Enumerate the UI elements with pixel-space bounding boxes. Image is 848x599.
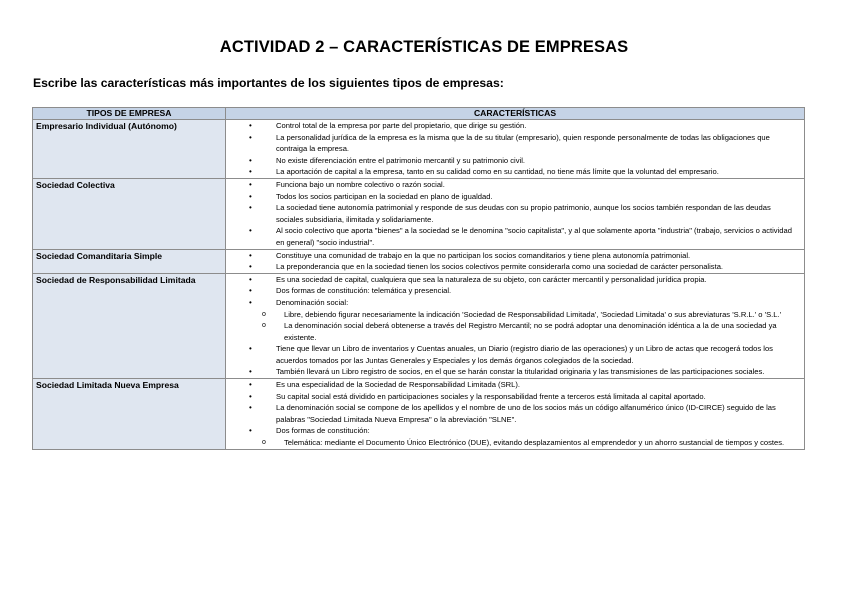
characteristics-cell	[226, 120, 805, 179]
document-title: ACTIVIDAD 2 – CARACTERÍSTICAS DE EMPRESAS	[219, 38, 629, 56]
company-type-cell: Sociedad de Responsabilidad Limitada	[33, 273, 226, 378]
table-row	[33, 120, 805, 179]
table-row	[33, 178, 805, 249]
characteristics-list	[226, 179, 798, 249]
list-item: • La personalidad jurídica de la empresa es la misma que la de su titular (empresario), quien responde personalmente de todas las obligaciones que contraiga la empresa.	[226, 132, 798, 155]
list-item: • Dos formas de constitución: telemática y presencial.	[226, 285, 798, 297]
table-row	[33, 273, 805, 378]
sub-list	[226, 309, 798, 344]
characteristics-list	[226, 379, 798, 437]
list-item: • No existe diferenciación entre el patrimonio mercantil y su patrimonio civil.	[226, 155, 798, 167]
characteristics-cell	[226, 249, 805, 273]
characteristics-cell	[226, 178, 805, 249]
document-subtitle: Escribe las características más importantes de los siguientes tipos de empresas:	[33, 76, 504, 90]
list-item: • Control total de la empresa por parte del propietario, que dirige su gestión.	[226, 120, 798, 132]
header-characteristics: CARACTERÍSTICAS	[226, 108, 805, 120]
list-item: • Constituye una comunidad de trabajo en la que no participan los socios comanditarios y tiene plena autonomía patrimonial.	[226, 250, 798, 262]
characteristics-cell	[226, 273, 805, 378]
list-item: • La aportación de capital a la empresa, tanto en su calidad como en su cantidad, no tiene más límite que la voluntad del empresario.	[226, 166, 798, 178]
table-row	[33, 249, 805, 273]
sub-list	[226, 437, 798, 449]
list-item: • Es una especialidad de la Sociedad de Responsabilidad Limitada (SRL).	[226, 379, 798, 391]
company-type-cell: Sociedad Colectiva	[33, 178, 226, 249]
header-company-types: TIPOS DE EMPRESA	[33, 108, 226, 120]
company-type-cell: Sociedad Limitada Nueva Empresa	[33, 379, 226, 450]
table-row	[33, 379, 805, 450]
company-types-table	[32, 107, 805, 450]
characteristics-list	[226, 274, 798, 309]
characteristics-list	[226, 250, 798, 273]
list-item: • Funciona bajo un nombre colectivo o razón social.	[226, 179, 798, 191]
list-item: • La denominación social se compone de los apellidos y el nombre de uno de los socios más un código alfanumérico único (ID-CIRCE) seguido de las palabras "Sociedad Limitada Nueva Empresa" o la abreviación "SLNE".	[226, 402, 798, 425]
company-type-cell: Sociedad Comanditaria Simple	[33, 249, 226, 273]
sub-list-item: o Libre, debiendo figurar necesariamente la indicación 'Sociedad de Responsabilidad Limitada', 'Sociedad Limitada' o sus abreviaturas 'S.R.L.' o 'S.L.'	[226, 309, 798, 321]
list-item: • La preponderancia que en la sociedad tienen los socios colectivos permite considerarla como una sociedad de carácter personalista.	[226, 261, 798, 273]
sub-list-item: o La denominación social deberá obtenerse a través del Registro Mercantil; no se podrá adoptar una denominación idéntica a la de una sociedad ya existente.	[226, 320, 798, 343]
list-item: • Todos los socios participan en la sociedad en plano de igualdad.	[226, 191, 798, 203]
table-header-row	[33, 108, 805, 120]
characteristics-cell	[226, 379, 805, 450]
characteristics-list	[226, 343, 798, 378]
list-item: • Tiene que llevar un Libro de inventarios y Cuentas anuales, un Diario (registro diario de las operaciones) y un Libro de actas que recogerá todos los acuerdos tomados por las Juntas Generales y Especiales y los demás órganos colegiados de la sociedad.	[226, 343, 798, 366]
list-item: • También llevará un Libro registro de socios, en el que se harán constar la titularidad originaria y las transmisiones de las participaciones sociales.	[226, 366, 798, 378]
list-item: • Dos formas de constitución:	[226, 425, 798, 437]
sub-list-item: o Telemática: mediante el Documento Único Electrónico (DUE), evitando desplazamientos al emprendedor y un ahorro sustancial de tiempos y costes.	[226, 437, 798, 449]
list-item: • Denominación social:	[226, 297, 798, 309]
list-item: • Es una sociedad de capital, cualquiera que sea la naturaleza de su objeto, con carácter mercantil y personalidad jurídica propia.	[226, 274, 798, 286]
list-item: • Al socio colectivo que aporta "bienes" a la sociedad se le denomina "socio capitalista", y al que solamente aporta "industria" (trabajo, servicios o actividad en general) "socio industrial".	[226, 225, 798, 248]
list-item: • La sociedad tiene autonomía patrimonial y responde de sus deudas con su propio patrimonio, aunque los socios también respondan de las deudas sociales subsidiaria, ilimitada y solidariamente.	[226, 202, 798, 225]
list-item: • Su capital social está dividido en participaciones sociales y la responsabilidad frente a terceros está limitada al capital aportado.	[226, 391, 798, 403]
company-type-cell: Empresario Individual (Autónomo)	[33, 120, 226, 179]
characteristics-list	[226, 120, 798, 178]
